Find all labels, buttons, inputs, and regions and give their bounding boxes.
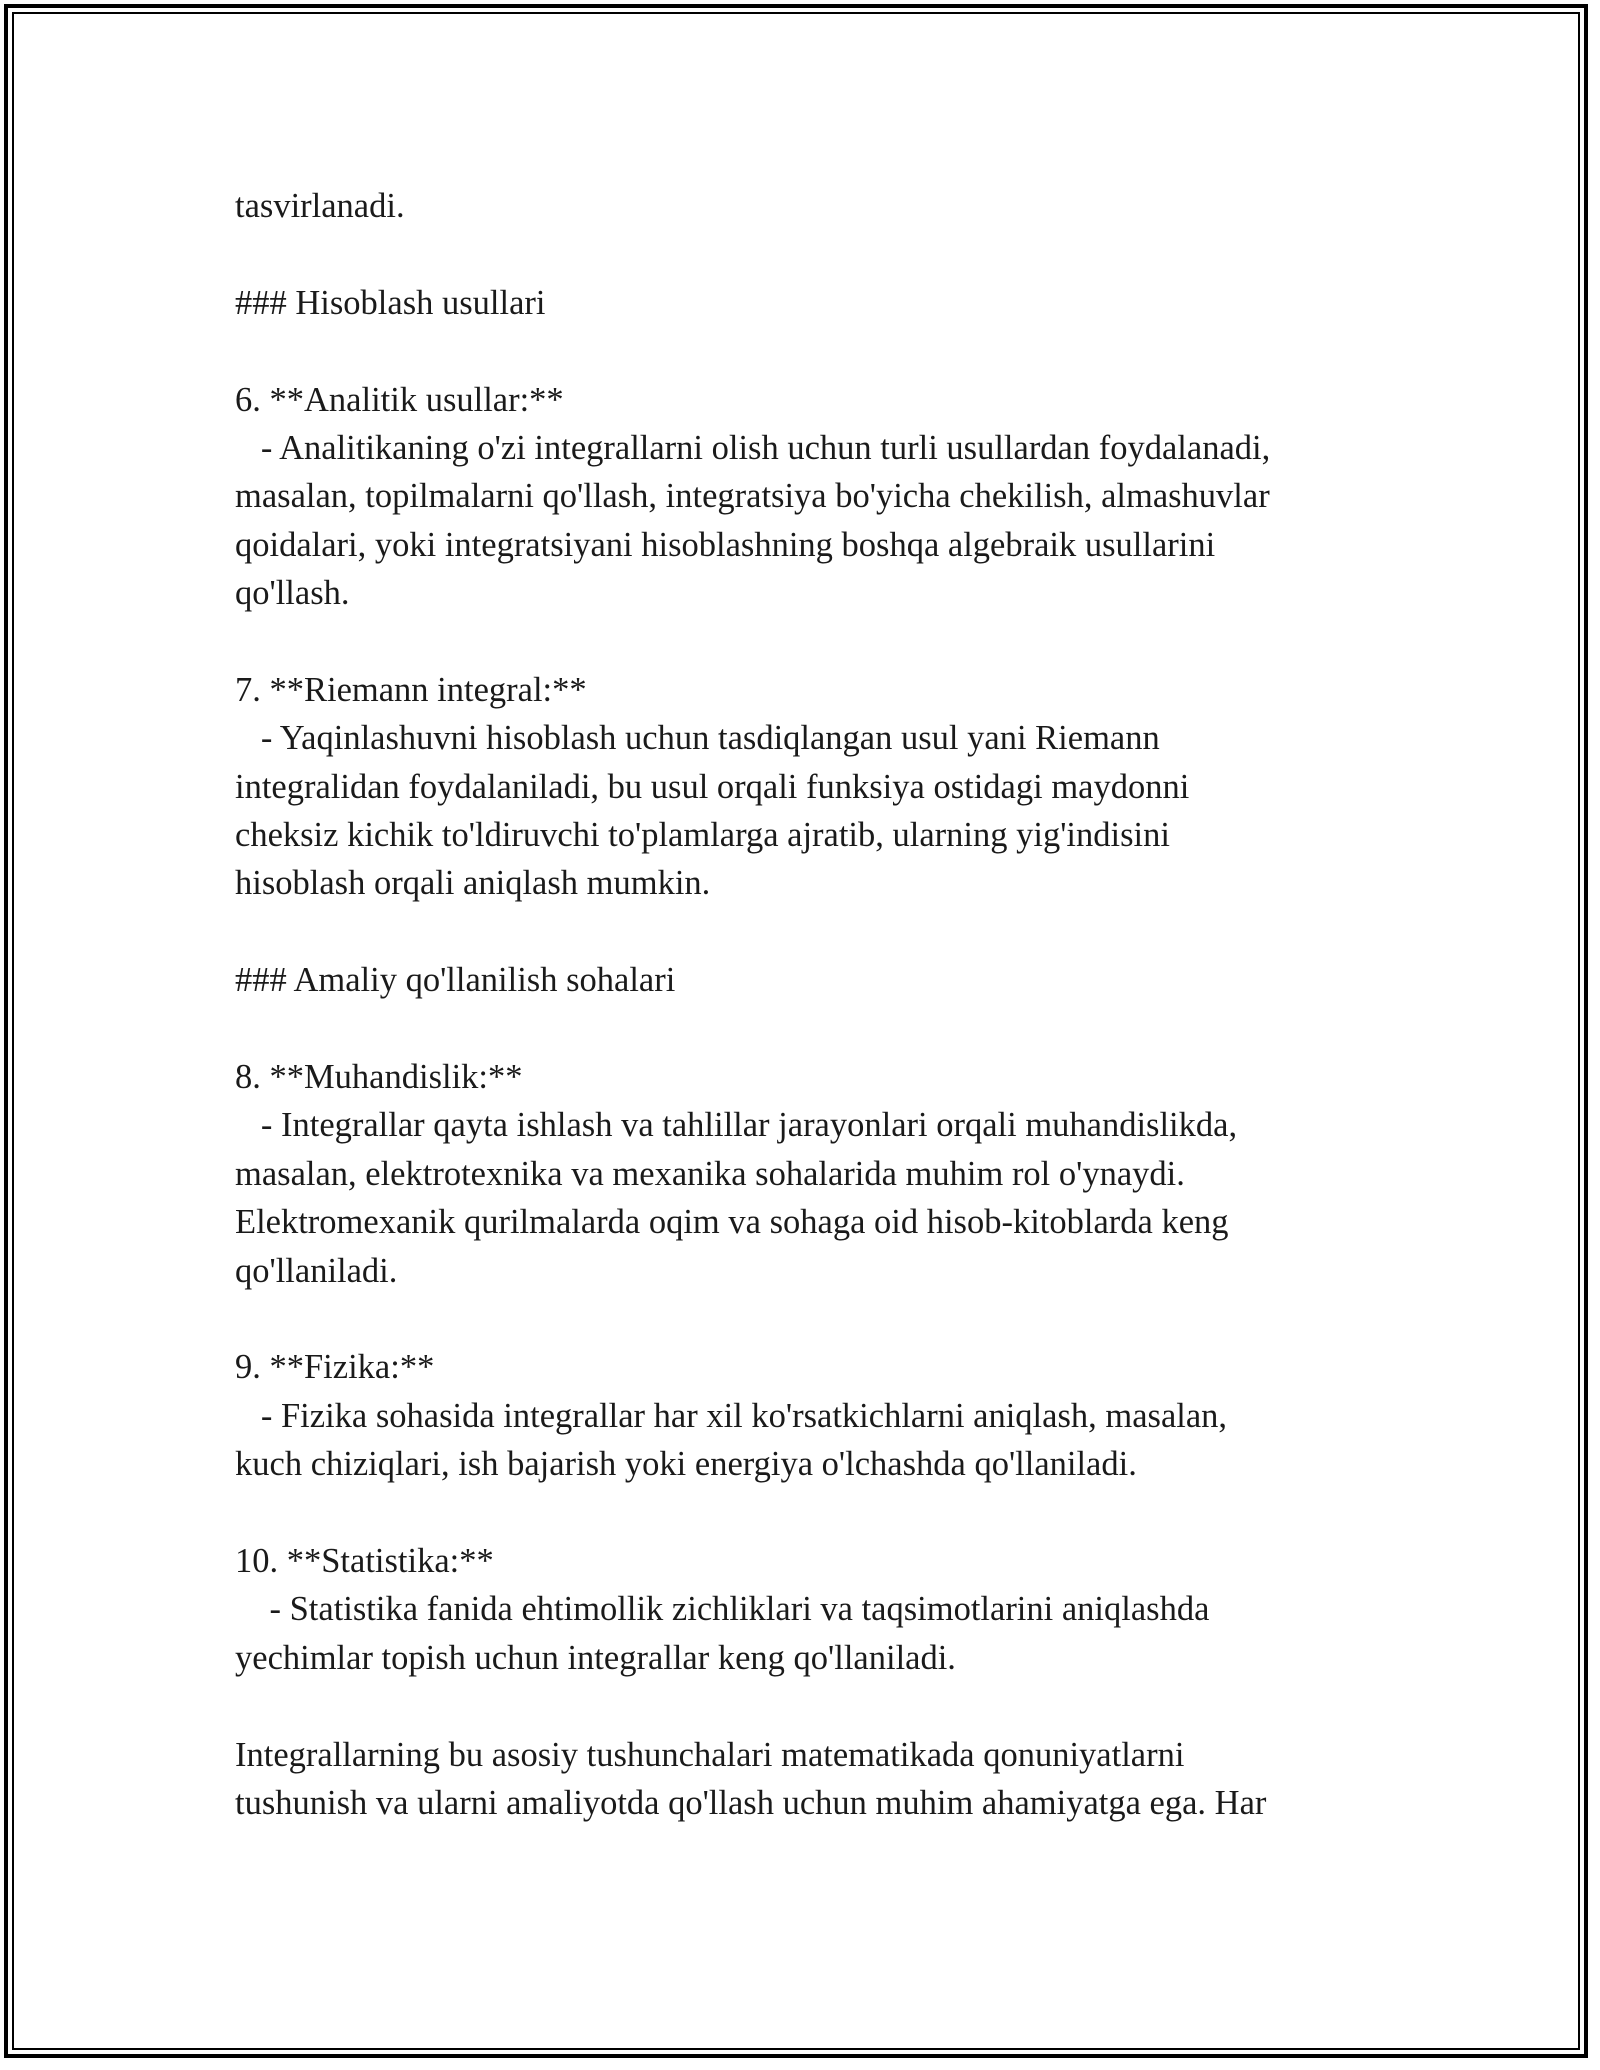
blank-line: [235, 1682, 1365, 1730]
text-line: masalan, elektrotexnika va mexanika sohalarida muhim rol o'ynaydi.: [235, 1154, 1185, 1193]
text-line: - Statistika fanida ehtimollik zichliklari va taqsimotlarini aniqlashda: [235, 1590, 1210, 1629]
text-line: tushunish va ularni amaliyotda qo'llash uchun muhim ahamiyatga ega. Har: [235, 1783, 1267, 1822]
text-line: - Analitikaning o'zi integrallarni olish uchun turli usullardan foydalanadi,: [235, 428, 1271, 467]
section-heading: ### Hisoblash usullari: [235, 283, 546, 322]
list-item-title: 9. **Fizika:**: [235, 1348, 435, 1387]
blank-line: [235, 618, 1365, 666]
blank-line: [235, 1295, 1365, 1343]
document-body: [235, 182, 1365, 1827]
blank-line: [235, 230, 1365, 278]
text-line: kuch chiziqlari, ish bajarish yoki energiya o'lchashda qo'llaniladi.: [235, 1445, 1137, 1484]
text-line: tasvirlanadi.: [235, 187, 405, 225]
list-item-title: 6. **Analitik usullar:**: [235, 380, 564, 419]
blank-line: [235, 908, 1365, 956]
blank-line: [235, 1005, 1365, 1053]
text-line: - Fizika sohasida integrallar har xil ko'rsatkichlarni aniqlash, masalan,: [235, 1396, 1228, 1435]
section-heading: ### Amaliy qo'llanilish sohalari: [235, 961, 676, 1000]
text-line: integralidan foydalaniladi, bu usul orqali funksiya ostidagi maydonni: [235, 767, 1190, 806]
blank-line: [235, 1489, 1365, 1537]
text-line: - Integrallar qayta ishlash va tahlillar jarayonlari orqali muhandislikda,: [235, 1106, 1238, 1145]
text-line: qo'llash.: [235, 574, 350, 613]
blank-line: [235, 327, 1365, 375]
text-line: qoidalari, yoki integratsiyani hisoblashning boshqa algebraik usullarini: [235, 525, 1216, 564]
text-line: Elektromexanik qurilmalarda oqim va sohaga oid hisob-kitoblarda keng: [235, 1203, 1229, 1242]
text-line: hisoblash orqali aniqlash mumkin.: [235, 864, 711, 903]
text-line: Integrallarning bu asosiy tushunchalari matematikada qonuniyatlarni: [235, 1735, 1185, 1774]
list-item-title: 7. **Riemann integral:**: [235, 670, 587, 709]
text-line: qo'llaniladi.: [235, 1251, 398, 1290]
text-line: yechimlar topish uchun integrallar keng qo'llaniladi.: [235, 1638, 956, 1677]
list-item-title: 8. **Muhandislik:**: [235, 1058, 523, 1097]
text-line: masalan, topilmalarni qo'llash, integratsiya bo'yicha chekilish, almashuvlar: [235, 477, 1270, 516]
text-line: cheksiz kichik to'ldiruvchi to'plamlarga ajratib, ularning yig'indisini: [235, 816, 1170, 855]
list-item-title: 10. **Statistika:**: [235, 1541, 494, 1580]
text-line: - Yaqinlashuvni hisoblash uchun tasdiqlangan usul yani Riemann: [235, 719, 1160, 758]
